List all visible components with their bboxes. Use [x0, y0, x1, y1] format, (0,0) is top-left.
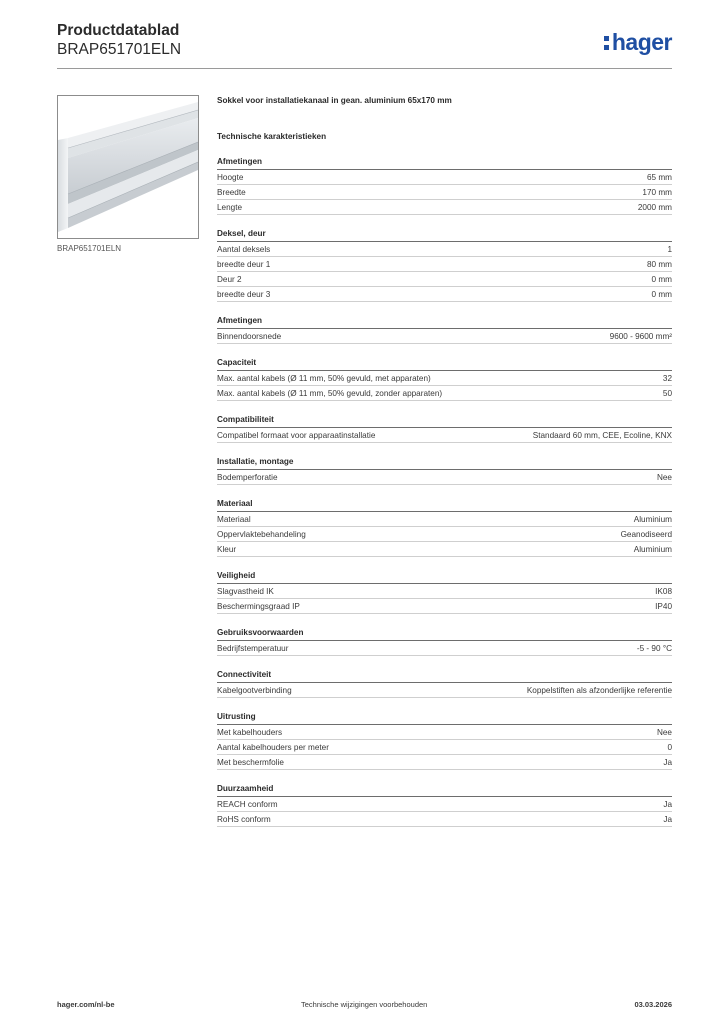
spec-row	[217, 329, 672, 344]
spec-row	[217, 584, 672, 599]
spec-value: IK08	[655, 586, 672, 596]
spec-sections	[217, 155, 672, 827]
spec-label: Materiaal	[217, 514, 251, 524]
spec-value: Ja	[663, 757, 672, 767]
section-title: Duurzaamheid	[217, 782, 672, 797]
spec-value: 50	[662, 388, 672, 398]
section-title: Deksel, deur	[217, 227, 672, 242]
spec-value: 0 mm	[651, 289, 672, 299]
spec-label: RoHS conform	[217, 814, 271, 824]
spec-value: 9600 - 9600 mm²	[609, 331, 672, 341]
spec-label: Bedrijfstemperatuur	[217, 643, 289, 653]
section-title: Veiligheid	[217, 569, 672, 584]
spec-label: Oppervlaktebehandeling	[217, 529, 306, 539]
spec-section	[217, 314, 672, 344]
spec-value: Nee	[656, 472, 672, 482]
spec-value: 170 mm	[642, 187, 672, 197]
spec-label: Bodemperforatie	[217, 472, 278, 482]
spec-label: Breedte	[217, 187, 246, 197]
document-title: Productdatablad	[57, 22, 180, 39]
spec-label: Hoogte	[217, 172, 244, 182]
spec-row	[217, 512, 672, 527]
spec-section	[217, 710, 672, 770]
section-title: Afmetingen	[217, 155, 672, 170]
footer-notice: Technische wijzigingen voorbehouden	[301, 1000, 428, 1009]
spec-row	[217, 542, 672, 557]
spec-label: Max. aantal kabels (Ø 11 mm, 50% gevuld, met apparaten)	[217, 373, 431, 383]
cable-trunking-illustration	[58, 96, 198, 238]
section-title: Connectiviteit	[217, 668, 672, 683]
spec-value: Aluminium	[633, 544, 672, 554]
spec-value: 0	[667, 742, 672, 752]
spec-value: 80 mm	[646, 259, 672, 269]
spec-label: breedte deur 1	[217, 259, 271, 269]
spec-row	[217, 386, 672, 401]
spec-row	[217, 527, 672, 542]
logo-mark-icon	[604, 36, 609, 50]
spec-row	[217, 257, 672, 272]
hager-logo	[604, 28, 672, 56]
section-title: Installatie, montage	[217, 455, 672, 470]
spec-row	[217, 683, 672, 698]
spec-value: Aluminium	[633, 514, 672, 524]
spec-row	[217, 272, 672, 287]
spec-value: Ja	[663, 814, 672, 824]
technical-characteristics-title: Technische karakteristieken	[217, 132, 327, 141]
spec-label: REACH conform	[217, 799, 278, 809]
section-title: Materiaal	[217, 497, 672, 512]
spec-row	[217, 200, 672, 215]
spec-value: 0 mm	[651, 274, 672, 284]
spec-section	[217, 413, 672, 443]
spec-label: Aantal kabelhouders per meter	[217, 742, 329, 752]
spec-value: -5 - 90 °C	[636, 643, 672, 653]
spec-label: Kleur	[217, 544, 237, 554]
product-description: Sokkel voor installatiekanaal in gean. aluminium 65x170 mm	[217, 96, 452, 105]
footer-website: hager.com/nl-be	[57, 1000, 115, 1009]
product-reference: BRAP651701ELN	[57, 41, 182, 58]
spec-row	[217, 170, 672, 185]
product-image	[57, 95, 199, 239]
spec-section	[217, 668, 672, 698]
spec-value: Ja	[663, 799, 672, 809]
spec-section	[217, 569, 672, 614]
spec-row	[217, 371, 672, 386]
spec-row	[217, 812, 672, 827]
spec-row	[217, 242, 672, 257]
spec-row	[217, 755, 672, 770]
spec-section	[217, 455, 672, 485]
spec-row	[217, 428, 672, 443]
document-header	[57, 21, 181, 59]
spec-label: breedte deur 3	[217, 289, 271, 299]
section-title: Afmetingen	[217, 314, 672, 329]
spec-value: Geanodiseerd	[620, 529, 672, 539]
header-divider	[57, 68, 672, 69]
spec-value: Standaard 60 mm, CEE, Ecoline, KNX	[532, 430, 672, 440]
section-title: Uitrusting	[217, 710, 672, 725]
spec-value: IP40	[655, 601, 672, 611]
spec-label: Met kabelhouders	[217, 727, 283, 737]
spec-label: Kabelgootverbinding	[217, 685, 292, 695]
spec-section	[217, 626, 672, 656]
spec-section	[217, 227, 672, 302]
spec-label: Lengte	[217, 202, 243, 212]
section-title: Gebruiksvoorwaarden	[217, 626, 672, 641]
spec-value: 65 mm	[646, 172, 672, 182]
spec-value: Nee	[656, 727, 672, 737]
spec-label: Met beschermfolie	[217, 757, 284, 767]
spec-section	[217, 497, 672, 557]
spec-row	[217, 287, 672, 302]
section-title: Compatibiliteit	[217, 413, 672, 428]
spec-label: Beschermingsgraad IP	[217, 601, 300, 611]
spec-content	[217, 95, 672, 827]
spec-row	[217, 641, 672, 656]
spec-label: Compatibel formaat voor apparaatinstallatie	[217, 430, 376, 440]
spec-label: Max. aantal kabels (Ø 11 mm, 50% gevuld, zonder apparaten)	[217, 388, 443, 398]
spec-section	[217, 155, 672, 215]
spec-row	[217, 725, 672, 740]
image-caption: BRAP651701ELN	[57, 244, 122, 253]
spec-row	[217, 185, 672, 200]
spec-label: Deur 2	[217, 274, 242, 284]
spec-row	[217, 599, 672, 614]
spec-value: Koppelstiften als afzonderlijke referentie	[526, 685, 672, 695]
spec-value: 32	[662, 373, 672, 383]
spec-row	[217, 740, 672, 755]
spec-row	[217, 797, 672, 812]
spec-label: Binnendoorsnede	[217, 331, 282, 341]
spec-section	[217, 356, 672, 401]
spec-value: 1	[667, 244, 672, 254]
section-title: Capaciteit	[217, 356, 672, 371]
logo-text: hager	[611, 29, 672, 55]
footer-date: 03.03.2026	[634, 1000, 672, 1009]
spec-section	[217, 782, 672, 827]
spec-row	[217, 470, 672, 485]
spec-label: Aantal deksels	[217, 244, 271, 254]
spec-label: Slagvastheid IK	[217, 586, 274, 596]
spec-value: 2000 mm	[637, 202, 672, 212]
